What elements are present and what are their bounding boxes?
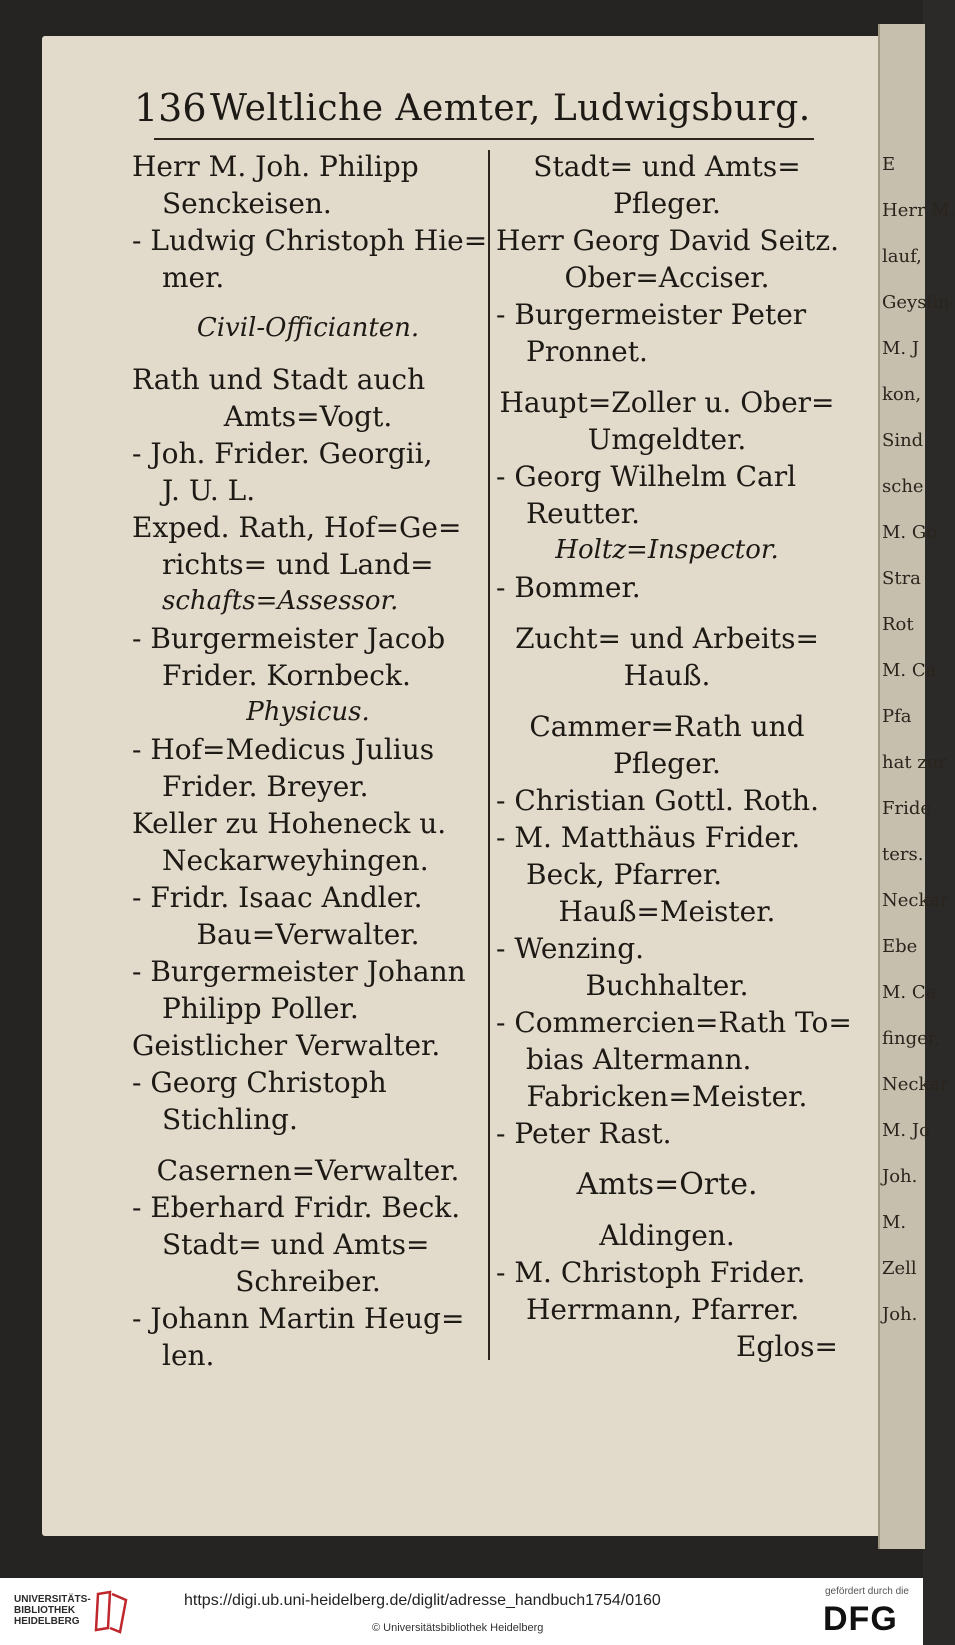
text-line: Buchhalter. (585, 969, 749, 1002)
text-line: - Christian Gottl. Roth. (496, 784, 819, 817)
text-line: - M. Christoph Frider. (496, 1256, 806, 1289)
adjacent-page-fragment: Zell (882, 1258, 917, 1279)
adjacent-page-fragment: M. J (882, 338, 920, 359)
adjacent-page-fragment: finger, (882, 1028, 941, 1049)
text-line: mer. (162, 261, 225, 294)
line-gap (496, 694, 838, 708)
text-line: Amts=Orte. (576, 1167, 758, 1202)
text-line: - Burgermeister Johann (132, 955, 466, 988)
text-line: len. (162, 1339, 215, 1372)
text-line: Geistlicher Verwalter. (132, 1029, 441, 1062)
line-gap (496, 370, 838, 384)
text-line: Rath und Stadt auch (132, 363, 426, 396)
permalink-url[interactable]: https://digi.ub.uni-heidelberg.de/diglit/adresse_handbuch1754/0160 (184, 1592, 661, 1609)
text-line: Herrmann, Pfarrer. (526, 1293, 800, 1326)
viewer-footer (0, 1578, 923, 1645)
text-line: Physicus. (246, 697, 370, 727)
line-gap (132, 1138, 484, 1152)
adjacent-page-fragment: sche (882, 476, 924, 497)
funding-note: gefördert durch die (825, 1586, 909, 1597)
text-line: - Ludwig Christoph Hie= (132, 224, 488, 257)
text-line: Herr M. Joh. Philipp (132, 150, 419, 183)
line-gap (496, 1152, 838, 1166)
text-line: - Fridr. Isaac Andler. (132, 881, 423, 914)
text-line: Frider. Breyer. (162, 770, 369, 803)
text-line: Holtz=Inspector. (555, 535, 779, 565)
text-line: Schreiber. (235, 1265, 381, 1298)
text-line: Frider. Kornbeck. (162, 659, 411, 692)
right-column (496, 148, 852, 1365)
adjacent-page-edge (878, 24, 955, 1549)
text-line: Senckeisen. (162, 187, 332, 220)
text-line: Keller zu Hoheneck u. (132, 807, 447, 840)
adjacent-page-fragment: Herr M. (882, 200, 955, 221)
line-gap (496, 606, 838, 620)
adjacent-page-fragment: M. Go (882, 522, 938, 543)
text-line: Exped. Rath, Hof=Ge= (132, 511, 462, 544)
text-line: - Georg Christoph (132, 1066, 387, 1099)
text-line: - Hof=Medicus Julius (132, 733, 435, 766)
text-line: richts= und Land= (162, 548, 434, 581)
text-line: - Wenzing. (496, 932, 645, 965)
text-line: J. U. L. (162, 474, 256, 507)
adjacent-page-fragment: Ebe (882, 936, 918, 957)
text-line: Hauß. (623, 659, 711, 692)
adjacent-page-fragment: lauf, (882, 246, 922, 267)
text-line: - Burgermeister Jacob (132, 622, 446, 655)
text-line: Bau=Verwalter. (196, 918, 420, 951)
header-rule (154, 138, 814, 140)
text-line: bias Altermann. (526, 1043, 752, 1076)
library-logo-icon (92, 1588, 130, 1634)
adjacent-page-fragment: Sind (882, 430, 924, 451)
text-line: Hauß=Meister. (558, 895, 776, 928)
text-line: - Bommer. (496, 571, 641, 604)
dfg-logo: DFG (823, 1600, 898, 1638)
adjacent-page-fragment: Fride (882, 798, 932, 819)
text-line: Ober=Acciser. (564, 261, 770, 294)
text-line: Philipp Poller. (162, 992, 359, 1025)
adjacent-page-fragment: E (882, 154, 896, 175)
library-logo-text: UNIVERSITÄTS- BIBLIOTHEK HEIDELBERG (14, 1594, 91, 1627)
adjacent-page-fragment: Pfa (882, 706, 912, 727)
line-gap (496, 1203, 838, 1217)
text-line: Eglos= (735, 1330, 838, 1363)
text-line: - Eberhard Fridr. Beck. (132, 1191, 461, 1224)
text-line: Cammer=Rath und (529, 710, 805, 743)
text-line: - Johann Martin Heug= (132, 1302, 465, 1335)
left-column (132, 148, 488, 1374)
text-line: - Peter Rast. (496, 1117, 672, 1150)
line-gap (132, 347, 484, 361)
text-line: - Georg Wilhelm Carl (496, 460, 797, 493)
page-number: 136 (134, 86, 207, 130)
text-line: Civil-Officianten. (196, 313, 420, 343)
adjacent-page-fragment: Neckar (882, 890, 949, 911)
text-line: Fabricken=Meister. (526, 1080, 808, 1113)
text-line: Casernen=Verwalter. (156, 1154, 460, 1187)
text-line: Pronnet. (526, 335, 648, 368)
adjacent-page-fragment: M. Ca (882, 982, 937, 1003)
adjacent-page-fragment: Joh. (882, 1166, 918, 1187)
running-title: Weltliche Aemter, Ludwigsburg. (210, 88, 811, 129)
text-line: schafts=Assessor. (162, 586, 399, 616)
line-gap (132, 296, 484, 310)
adjacent-page-fragment: Geyslin (882, 292, 950, 313)
adjacent-page-fragment: ters. (882, 844, 924, 865)
text-line: Umgeldter. (587, 423, 747, 456)
text-line: Zucht= und Arbeits= (515, 622, 819, 655)
adjacent-page-fragment: Neckar (882, 1074, 949, 1095)
text-line: Amts=Vogt. (223, 400, 393, 433)
column-divider (488, 150, 490, 1360)
text-line: Beck, Pfarrer. (526, 858, 723, 891)
text-line: Stichling. (162, 1103, 298, 1136)
text-line: Stadt= und Amts= (533, 150, 801, 183)
text-line: Pfleger. (613, 187, 721, 220)
adjacent-page-fragment: kon, (882, 384, 922, 405)
text-line: - Commercien=Rath To= (496, 1006, 852, 1039)
adjacent-page-fragment: Joh. (882, 1304, 918, 1325)
text-line: Neckarweyhingen. (162, 844, 429, 877)
text-line: Pfleger. (613, 747, 721, 780)
adjacent-page-fragment: hat zur (882, 752, 947, 773)
text-line: - M. Matthäus Frider. (496, 821, 801, 854)
adjacent-page-fragment: M. Ca (882, 660, 937, 681)
text-line: Reutter. (526, 497, 640, 530)
adjacent-page-fragment: M. Jo (882, 1120, 930, 1141)
text-line: Haupt=Zoller u. Ober= (499, 386, 835, 419)
page-header (92, 72, 832, 142)
text-line: Herr Georg David Seitz. (496, 224, 840, 257)
text-line: Aldingen. (599, 1219, 735, 1252)
adjacent-page-fragment: Stra (882, 568, 921, 589)
adjacent-page-fragment: M. (882, 1212, 907, 1233)
text-line: - Joh. Frider. Georgii, (132, 437, 433, 470)
text-line: - Burgermeister Peter (496, 298, 807, 331)
copyright-notice: © Universitätsbibliothek Heidelberg (372, 1622, 544, 1634)
text-line: Stadt= und Amts= (162, 1228, 430, 1261)
adjacent-page-fragment: Rot (882, 614, 914, 635)
